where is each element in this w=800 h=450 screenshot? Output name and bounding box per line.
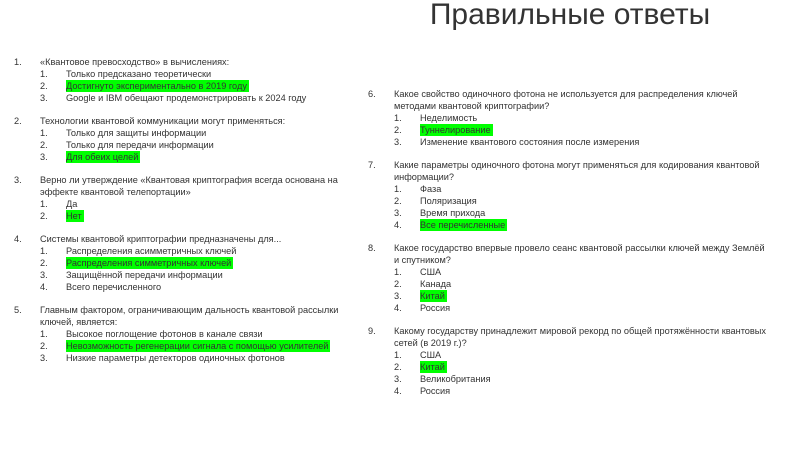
- answer-text: Россия: [420, 303, 451, 313]
- left-question-column: [14, 56, 364, 375]
- answer-text: США: [420, 350, 442, 360]
- answer-number: 1.: [394, 184, 402, 194]
- question-number: 5.: [14, 305, 22, 315]
- answer-number: 2.: [40, 341, 48, 351]
- answer-option: [368, 302, 768, 314]
- answer-number: 3.: [40, 353, 48, 363]
- question-number: 2.: [14, 116, 22, 126]
- question-row: [14, 233, 364, 245]
- correct-answer-text: Все перечисленные: [420, 220, 506, 230]
- answer-text: Изменение квантового состояния после измерения: [420, 137, 640, 147]
- answer-option: [368, 183, 768, 195]
- answer-number: 2.: [394, 125, 402, 135]
- correct-answer-text: Туннелирование: [420, 125, 491, 135]
- question-number: 1.: [14, 57, 22, 67]
- correct-answer-option: [368, 290, 768, 302]
- question-text: Системы квантовой криптографии предназначены для...: [40, 234, 282, 244]
- question-row: [14, 174, 364, 198]
- answer-number: 2.: [40, 81, 48, 91]
- answer-number: 1.: [40, 69, 48, 79]
- answer-option: [14, 198, 364, 210]
- question-number: 9.: [368, 326, 376, 336]
- question-item: [14, 56, 364, 104]
- answer-number: 3.: [40, 270, 48, 280]
- answer-text: Только для передачи информации: [66, 140, 214, 150]
- question-number: 3.: [14, 175, 22, 185]
- answer-option: [368, 195, 768, 207]
- answer-option: [14, 245, 364, 257]
- answer-text: Неделимость: [420, 113, 478, 123]
- answer-number: 3.: [394, 291, 402, 301]
- answer-option: [368, 373, 768, 385]
- answer-text: Google и IBM обещают продемонстрировать к 2024 году: [66, 93, 307, 103]
- answer-text: Защищённой передачи информации: [66, 270, 223, 280]
- question-item: [14, 174, 364, 222]
- answer-text: Только предсказано теоретически: [66, 69, 212, 79]
- question-row: [368, 242, 768, 266]
- question-number: 8.: [368, 243, 376, 253]
- answer-number: 2.: [40, 140, 48, 150]
- correct-answer-text: Распределения симметричных ключей: [66, 258, 232, 268]
- answer-option: [14, 281, 364, 293]
- correct-answer-option: [14, 340, 364, 352]
- answer-number: 3.: [40, 152, 48, 162]
- answer-option: [14, 139, 364, 151]
- answer-text: США: [420, 267, 442, 277]
- correct-answer-option: [368, 361, 768, 373]
- answer-text: Низкие параметры детекторов одиночных фотонов: [66, 353, 285, 363]
- answer-number: 1.: [394, 113, 402, 123]
- answer-text: Распределения асимметричных ключей: [66, 246, 237, 256]
- question-item: [368, 88, 768, 148]
- answer-text: Высокое поглощение фотонов в канале связи: [66, 329, 263, 339]
- answer-text: Только для защиты информации: [66, 128, 207, 138]
- answer-option: [368, 385, 768, 397]
- question-text: Какое свойство одиночного фотона не используется для распределения ключей методами квантовой криптографии?: [394, 89, 738, 111]
- answer-option: [14, 68, 364, 80]
- question-number: 7.: [368, 160, 376, 170]
- answer-option: [368, 207, 768, 219]
- answer-option: [368, 112, 768, 124]
- answer-number: 1.: [394, 350, 402, 360]
- correct-answer-text: Для обеих целей: [66, 152, 139, 162]
- answer-number: 4.: [394, 386, 402, 396]
- answer-number: 3.: [394, 137, 402, 147]
- answer-option: [14, 352, 364, 364]
- answer-text: Поляризация: [420, 196, 477, 206]
- answer-number: 1.: [40, 128, 48, 138]
- question-row: [14, 56, 364, 68]
- correct-answer-option: [368, 124, 768, 136]
- answer-option: [368, 349, 768, 361]
- answer-option: [14, 269, 364, 281]
- answer-number: 1.: [394, 267, 402, 277]
- correct-answer-text: Нет: [66, 211, 82, 221]
- answer-number: 4.: [40, 282, 48, 292]
- correct-answer-option: [368, 219, 768, 231]
- question-number: 6.: [368, 89, 376, 99]
- question-row: [14, 304, 364, 328]
- answer-number: 3.: [394, 374, 402, 384]
- question-text: Верно ли утверждение «Квантовая криптография всегда основана на эффекте квантовой телепортации»: [40, 175, 338, 197]
- answer-text: Фаза: [420, 184, 442, 194]
- answer-text: Великобритания: [420, 374, 491, 384]
- question-item: [368, 242, 768, 314]
- answer-text: Всего перечисленного: [66, 282, 162, 292]
- correct-answer-option: [14, 80, 364, 92]
- question-item: [14, 233, 364, 293]
- correct-answer-option: [14, 210, 364, 222]
- question-item: [368, 325, 768, 397]
- answer-option: [14, 127, 364, 139]
- answer-number: 3.: [394, 208, 402, 218]
- answer-number: 4.: [394, 303, 402, 313]
- question-item: [14, 304, 364, 364]
- answer-option: [368, 266, 768, 278]
- question-row: [368, 88, 768, 112]
- correct-answer-text: Китай: [420, 362, 445, 372]
- right-question-column: [368, 88, 768, 408]
- question-row: [368, 159, 768, 183]
- answer-number: 2.: [40, 258, 48, 268]
- correct-answer-text: Невозможность регенерации сигнала с помощью усилителей: [66, 341, 329, 351]
- answer-text: Да: [66, 199, 78, 209]
- question-text: «Квантовое превосходство» в вычислениях:: [40, 57, 230, 67]
- answer-number: 2.: [394, 279, 402, 289]
- slide-title: Правильные ответы: [429, 0, 711, 31]
- answer-number: 2.: [394, 362, 402, 372]
- correct-answer-option: [14, 151, 364, 163]
- answer-text: Время прихода: [420, 208, 486, 218]
- question-text: Технологии квантовой коммуникации могут применяться:: [40, 116, 286, 126]
- answer-number: 1.: [40, 246, 48, 256]
- correct-answer-text: Достигнуто экспериментально в 2019 году: [66, 81, 247, 91]
- answer-number: 3.: [40, 93, 48, 103]
- question-text: Какие параметры одиночного фотона могут применяться для кодирования квантовой информации?: [394, 160, 760, 182]
- question-number: 4.: [14, 234, 22, 244]
- answer-option: [368, 278, 768, 290]
- answer-option: [368, 136, 768, 148]
- question-item: [368, 159, 768, 231]
- answer-number: 2.: [394, 196, 402, 206]
- question-text: Главным фактором, ограничивающим дальность квантовой рассылки ключей, является:: [40, 305, 339, 327]
- question-row: [368, 325, 768, 349]
- correct-answer-text: Китай: [420, 291, 445, 301]
- question-row: [14, 115, 364, 127]
- answer-number: 2.: [40, 211, 48, 221]
- answer-number: 1.: [40, 329, 48, 339]
- answer-text: Канада: [420, 279, 452, 289]
- answer-text: Россия: [420, 386, 451, 396]
- question-text: Какому государству принадлежит мировой рекорд по общей протяжённости квантовых сетей (в 2019 г.)?: [394, 326, 766, 348]
- question-text: Какое государство впервые провело сеанс квантовой рассылки ключей между Землёй и спутником?: [394, 243, 765, 265]
- answer-number: 1.: [40, 199, 48, 209]
- answer-option: [14, 328, 364, 340]
- answer-number: 4.: [394, 220, 402, 230]
- question-item: [14, 115, 364, 163]
- answer-option: [14, 92, 364, 104]
- correct-answer-option: [14, 257, 364, 269]
